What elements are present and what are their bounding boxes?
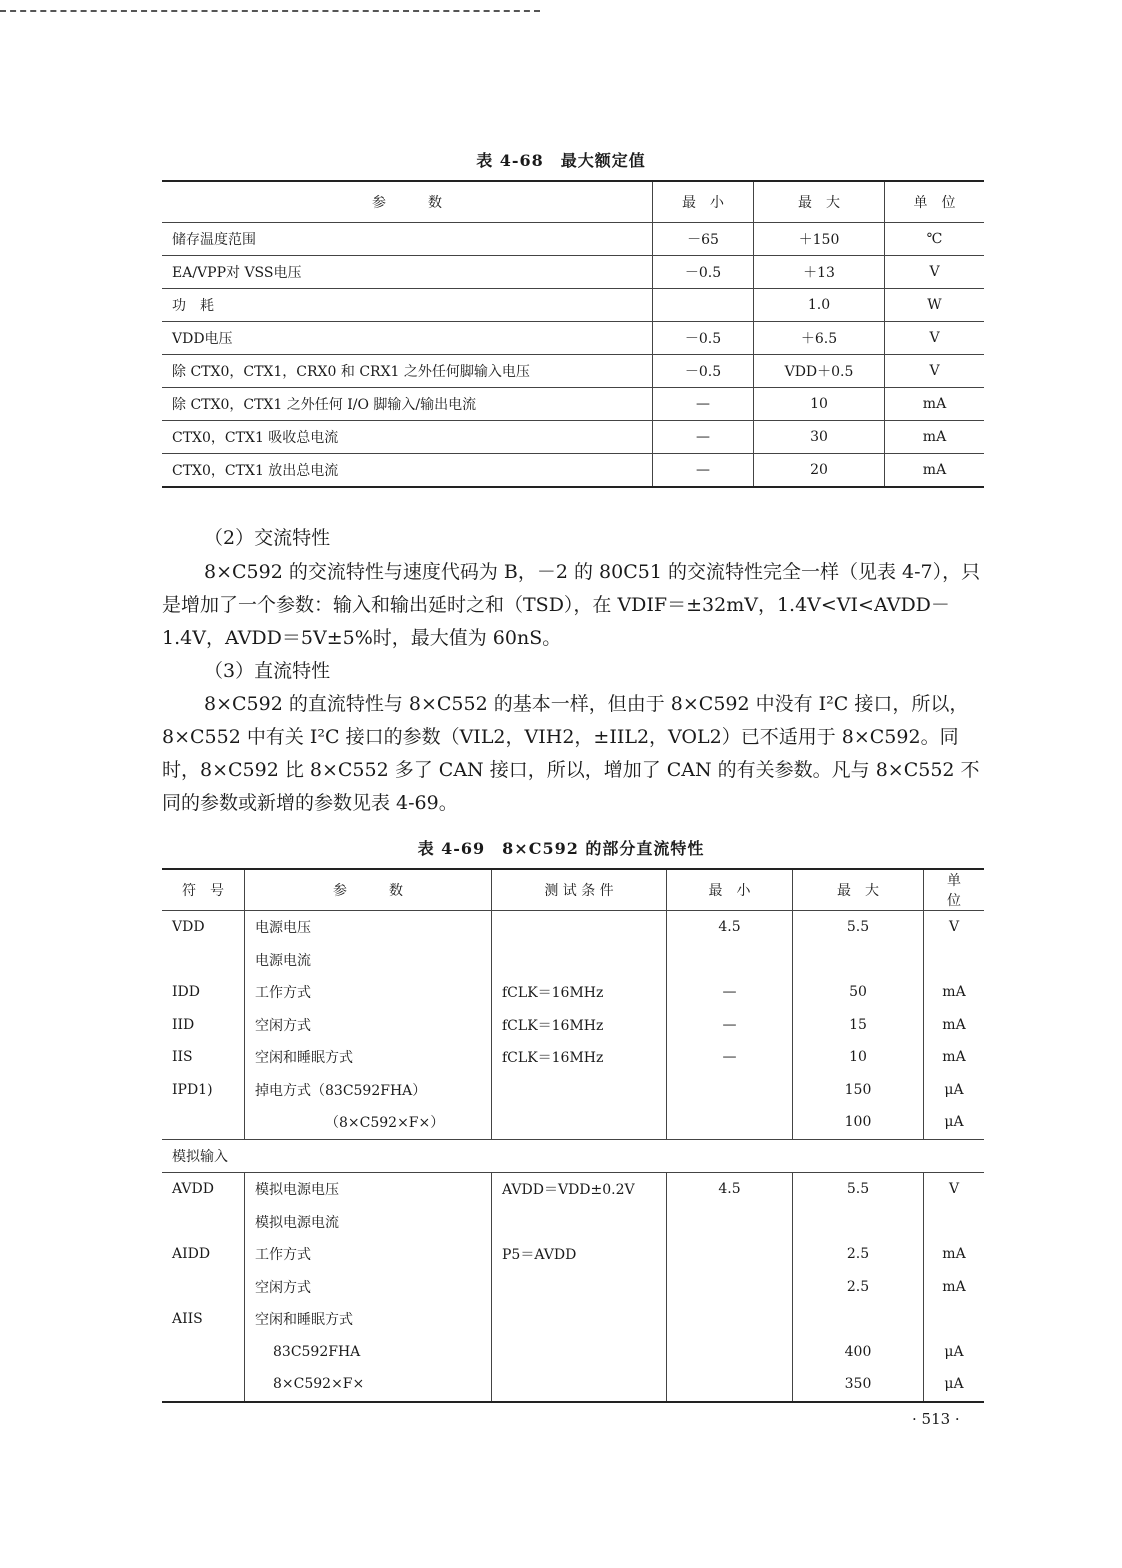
col-header-condition: 测 试 条 件 bbox=[492, 869, 667, 911]
cell-min bbox=[667, 1106, 793, 1139]
cell-unit bbox=[924, 1303, 985, 1336]
col-header-unit: 单 位 bbox=[885, 181, 985, 223]
cell-max: 50 bbox=[793, 976, 924, 1009]
cell-unit: V bbox=[885, 355, 985, 388]
cell-param: 模拟电源电流 bbox=[245, 1206, 492, 1239]
cell-param: 空闲方式 bbox=[245, 1271, 492, 1304]
cell-max bbox=[793, 944, 924, 977]
cell-condition bbox=[492, 911, 667, 944]
cell-unit: V bbox=[924, 1173, 985, 1206]
col-header-param: 参 数 bbox=[245, 869, 492, 911]
cell-param: 除 CTX0，CTX1 之外任何 I/O 脚输入/输出电流 bbox=[162, 388, 653, 421]
cell-condition bbox=[492, 1271, 667, 1304]
cell-max: 5.5 bbox=[793, 911, 924, 944]
cell-min bbox=[667, 1206, 793, 1239]
cell-max: 10 bbox=[754, 388, 885, 421]
cell-unit bbox=[924, 944, 985, 977]
top-dashed-rule bbox=[0, 10, 540, 12]
cell-min bbox=[667, 1271, 793, 1304]
cell-min: －0.5 bbox=[653, 256, 754, 289]
cell-unit: mA bbox=[885, 454, 985, 488]
cell-max: VDD＋0.5 bbox=[754, 355, 885, 388]
section-heading-ac: （2）交流特性 bbox=[204, 527, 331, 549]
cell-max: 1.0 bbox=[754, 289, 885, 322]
cell-min: — bbox=[667, 1041, 793, 1074]
table-row bbox=[162, 289, 984, 322]
cell-symbol: VDD bbox=[172, 919, 205, 936]
cell-symbol: AIIS bbox=[172, 1311, 203, 1328]
table-row bbox=[162, 454, 984, 488]
cell-max bbox=[793, 1303, 924, 1336]
cell-min bbox=[667, 1074, 793, 1107]
cell-symbol: AIDD bbox=[172, 1246, 211, 1263]
cell-min bbox=[667, 944, 793, 977]
cell-symbol: IDD bbox=[172, 984, 200, 1001]
cell-min: — bbox=[653, 388, 754, 421]
col-header-symbol: 符 号 bbox=[162, 869, 245, 911]
table2-caption: 表 4-69 8×C592 的部分直流特性 bbox=[417, 839, 705, 858]
cell-max: 400 bbox=[793, 1336, 924, 1369]
cell-param: 8×C592×F× bbox=[245, 1368, 492, 1402]
cell-unit: mA bbox=[924, 976, 985, 1009]
cell-param: VDD电压 bbox=[162, 322, 653, 355]
cell-unit: V bbox=[924, 911, 985, 944]
cell-condition: fCLK＝16MHz bbox=[492, 976, 667, 1009]
cell-max: 2.5 bbox=[793, 1271, 924, 1304]
cell-min: — bbox=[653, 454, 754, 488]
cell-symbol bbox=[162, 1336, 245, 1369]
table-row bbox=[162, 223, 984, 256]
cell-condition bbox=[492, 1336, 667, 1369]
cell-unit: mA bbox=[924, 1041, 985, 1074]
cell-condition bbox=[492, 1368, 667, 1402]
cell-min: －0.5 bbox=[653, 355, 754, 388]
cell-condition bbox=[492, 1106, 667, 1139]
cell-param: 空闲方式 bbox=[245, 1009, 492, 1042]
cell-condition bbox=[492, 944, 667, 977]
col-header-min: 最 小 bbox=[667, 869, 793, 911]
cell-unit: V bbox=[885, 256, 985, 289]
cell-max: 2.5 bbox=[793, 1238, 924, 1271]
cell-condition: AVDD＝VDD±0.2V bbox=[492, 1173, 667, 1206]
cell-max: 30 bbox=[754, 421, 885, 454]
col-header-min: 最 小 bbox=[653, 181, 754, 223]
paragraph-ac: 8×C592 的交流特性与速度代码为 B，－2 的 80C51 的交流特性完全一样（见表 4-7），只是增加了一个参数：输入和输出延时之和（TSD），在 VDIF＝±32mV，1.4V<VI<AVDD－1.4V，AVDD＝5V±5%时，最大值为 60nS。 bbox=[162, 561, 981, 649]
cell-symbol: IIS bbox=[172, 1049, 193, 1066]
col-header-unit: 单 位 bbox=[924, 869, 985, 911]
cell-unit: mA bbox=[885, 388, 985, 421]
page-number: · 513 · bbox=[912, 1410, 960, 1428]
cell-param: CTX0，CTX1 吸收总电流 bbox=[162, 421, 653, 454]
cell-unit: μA bbox=[924, 1074, 985, 1107]
cell-max: 20 bbox=[754, 454, 885, 488]
cell-max: 15 bbox=[793, 1009, 924, 1042]
cell-param: 电源电流 bbox=[245, 944, 492, 977]
table-row bbox=[162, 976, 984, 1009]
table-row bbox=[162, 1206, 984, 1239]
cell-param: 工作方式 bbox=[245, 976, 492, 1009]
paragraph-dc: 8×C592 的直流特性与 8×C552 的基本一样，但由于 8×C592 中没有 I²C 接口，所以，8×C552 中有关 I²C 接口的参数（VIL2，VIH2，±IIL2，VOL2）已不适用于 8×C592。同时，8×C592 比 8×C552 多了 CAN 接口，所以，增加了 CAN 的有关参数。凡与 8×C552 不同的参数或新增的参数见表 4-69。 bbox=[162, 693, 980, 814]
table-row bbox=[162, 388, 984, 421]
cell-max: 10 bbox=[793, 1041, 924, 1074]
cell-param: 掉电方式（83C592FHA） bbox=[245, 1074, 492, 1107]
table-row bbox=[162, 1368, 984, 1402]
cell-symbol bbox=[162, 1106, 245, 1139]
cell-min: — bbox=[667, 1009, 793, 1042]
col-header-param: 参 数 bbox=[162, 181, 653, 223]
cell-param: 空闲和睡眠方式 bbox=[245, 1041, 492, 1074]
cell-min: — bbox=[653, 421, 754, 454]
cell-min: 4.5 bbox=[667, 1173, 793, 1206]
cell-min: －65 bbox=[653, 223, 754, 256]
cell-condition bbox=[492, 1206, 667, 1239]
table-row bbox=[162, 355, 984, 388]
cell-param: 电源电压 bbox=[245, 911, 492, 944]
cell-symbol bbox=[162, 1206, 245, 1239]
max-ratings-table bbox=[162, 180, 984, 488]
cell-max: 5.5 bbox=[793, 1173, 924, 1206]
cell-unit: mA bbox=[885, 421, 985, 454]
cell-param: 工作方式 bbox=[245, 1238, 492, 1271]
cell-max: ＋6.5 bbox=[754, 322, 885, 355]
cell-param: 模拟电源电压 bbox=[245, 1173, 492, 1206]
cell-condition: fCLK＝16MHz bbox=[492, 1041, 667, 1074]
cell-unit: μA bbox=[924, 1336, 985, 1369]
cell-param: 空闲和睡眠方式 bbox=[245, 1303, 492, 1336]
table-row bbox=[162, 256, 984, 289]
cell-min: — bbox=[667, 976, 793, 1009]
section-heading-dc: （3）直流特性 bbox=[204, 660, 331, 682]
cell-min: 4.5 bbox=[667, 911, 793, 944]
table-row bbox=[162, 911, 984, 944]
cell-symbol bbox=[162, 1368, 245, 1402]
cell-param: 功 耗 bbox=[162, 289, 653, 322]
cell-param: CTX0，CTX1 放出总电流 bbox=[172, 463, 339, 479]
col-header-max: 最 大 bbox=[793, 869, 924, 911]
cell-max: ＋150 bbox=[754, 223, 885, 256]
cell-param: 储存温度范围 bbox=[162, 223, 653, 256]
cell-max bbox=[793, 1206, 924, 1239]
cell-unit bbox=[924, 1206, 985, 1239]
table-row bbox=[162, 421, 984, 454]
cell-condition bbox=[492, 1074, 667, 1107]
cell-param: （8×C592×F×） bbox=[245, 1106, 492, 1139]
col-header-max: 最 大 bbox=[754, 181, 885, 223]
cell-unit: μA bbox=[924, 1368, 985, 1402]
table-row bbox=[162, 1238, 984, 1271]
table-row bbox=[162, 1303, 984, 1336]
section-label: 模拟输入 bbox=[162, 1139, 984, 1173]
cell-symbol: IPD1) bbox=[172, 1081, 213, 1098]
cell-condition: P5＝AVDD bbox=[492, 1238, 667, 1271]
cell-max: 100 bbox=[793, 1106, 924, 1139]
cell-param: 除 CTX0，CTX1，CRX0 和 CRX1 之外任何脚输入电压 bbox=[162, 355, 653, 388]
cell-unit: mA bbox=[924, 1238, 985, 1271]
cell-max: ＋13 bbox=[754, 256, 885, 289]
cell-unit: ℃ bbox=[885, 223, 985, 256]
table-row bbox=[162, 1106, 984, 1139]
cell-symbol bbox=[162, 1271, 245, 1304]
cell-condition bbox=[492, 1303, 667, 1336]
cell-param: 83C592FHA bbox=[245, 1336, 492, 1369]
cell-unit: mA bbox=[924, 1009, 985, 1042]
table-row bbox=[162, 322, 984, 355]
table-row bbox=[162, 944, 984, 977]
cell-condition: fCLK＝16MHz bbox=[492, 1009, 667, 1042]
section-row bbox=[162, 1139, 984, 1173]
table-row bbox=[162, 1336, 984, 1369]
cell-min bbox=[667, 1238, 793, 1271]
cell-min bbox=[667, 1336, 793, 1369]
cell-symbol bbox=[162, 944, 245, 977]
cell-symbol: AVDD bbox=[172, 1181, 214, 1198]
table-row bbox=[162, 1074, 984, 1107]
table-row bbox=[162, 1271, 984, 1304]
cell-max: 150 bbox=[793, 1074, 924, 1107]
cell-unit: μA bbox=[924, 1106, 985, 1139]
table-row bbox=[162, 1041, 984, 1074]
table-row bbox=[162, 1173, 984, 1206]
cell-max: 350 bbox=[793, 1368, 924, 1402]
dc-characteristics-table bbox=[162, 868, 984, 1403]
table-row bbox=[162, 1009, 984, 1042]
cell-symbol: IID bbox=[172, 1016, 195, 1033]
cell-unit: V bbox=[885, 322, 985, 355]
cell-min bbox=[653, 289, 754, 322]
cell-param: EA/VPP对 VSS电压 bbox=[162, 256, 653, 289]
cell-min bbox=[667, 1368, 793, 1402]
cell-unit: mA bbox=[924, 1271, 985, 1304]
table1-caption: 表 4-68 最大额定值 bbox=[476, 151, 646, 170]
cell-unit: W bbox=[885, 289, 985, 322]
cell-min: －0.5 bbox=[653, 322, 754, 355]
cell-min bbox=[667, 1303, 793, 1336]
